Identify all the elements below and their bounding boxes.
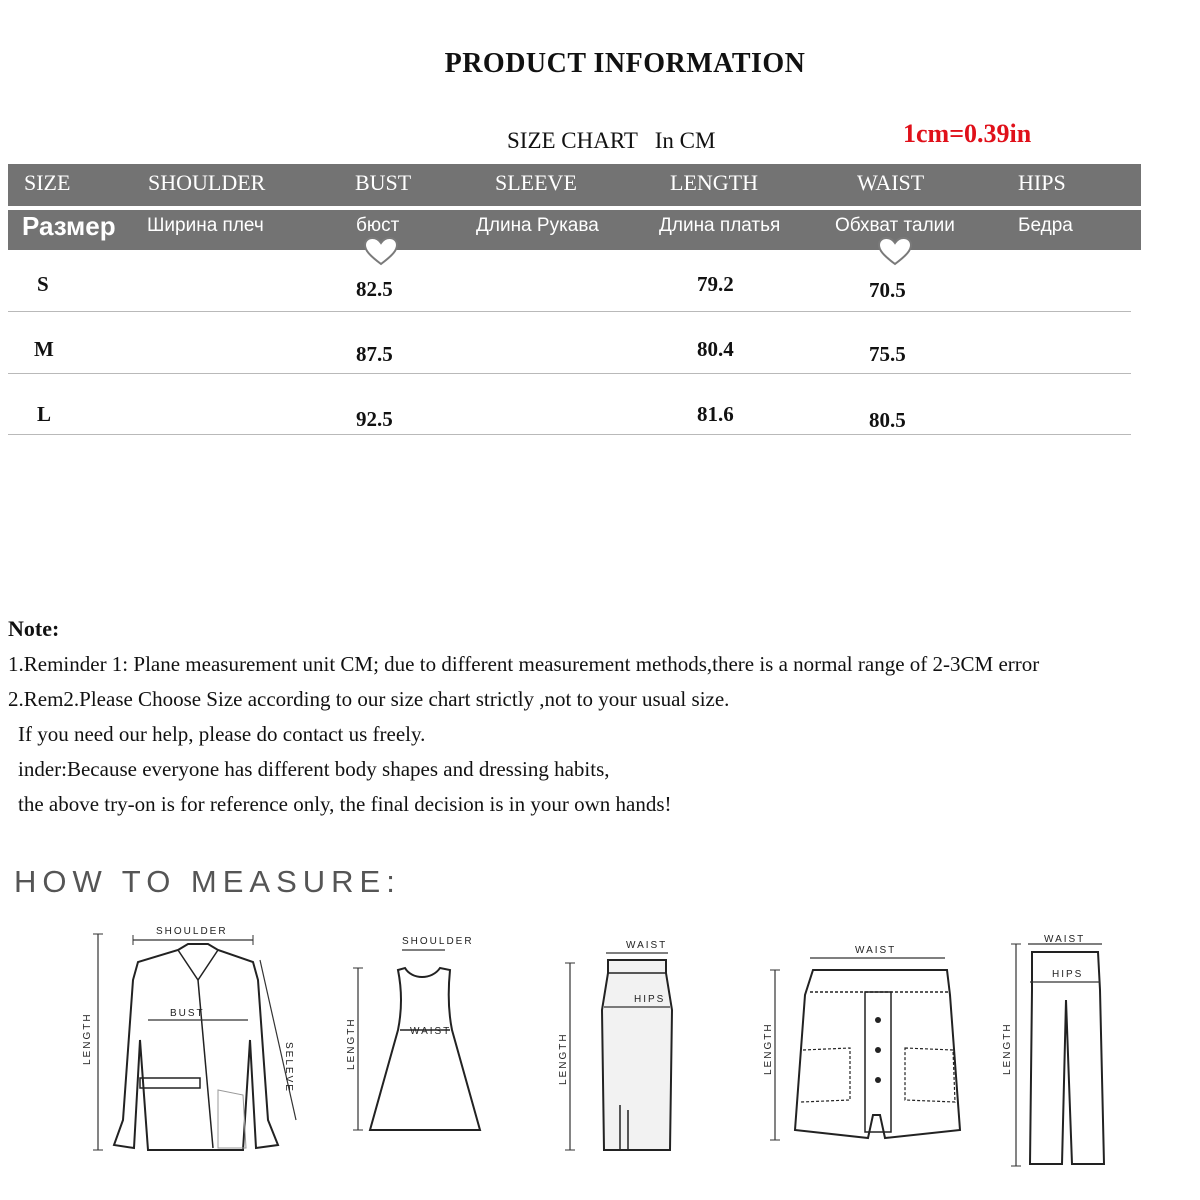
heart-icon — [877, 236, 913, 266]
row-bust: 82.5 — [356, 277, 393, 301]
note-heading: Note: — [8, 616, 60, 641]
page-title: PRODUCT INFORMATION — [444, 48, 806, 79]
note-line: If you need our help, please do contact us freely. — [18, 722, 426, 746]
jacket-figure — [78, 920, 313, 1160]
note-line: the above try-on is for reference only, the final decision is in your own hands! — [18, 792, 672, 816]
header-length-ru: Длина платья — [659, 215, 781, 236]
header-waist-ru: Обхват талии — [835, 215, 955, 236]
waist-label: WAIST — [410, 1026, 452, 1037]
header-shoulder-ru: Ширина плеч — [147, 215, 264, 236]
shoulder-label: SHOULDER — [402, 936, 474, 947]
row-size: S — [37, 272, 49, 296]
header-waist: WAIST — [857, 170, 925, 195]
header-length: LENGTH — [670, 170, 758, 195]
row-length: 80.4 — [697, 337, 734, 361]
shoulder-label: SHOULDER — [156, 926, 228, 937]
row-divider — [8, 311, 1131, 312]
row-waist: 80.5 — [869, 408, 906, 432]
how-to-measure-heading: HOW TO MEASURE: — [14, 864, 401, 899]
row-divider — [8, 434, 1131, 435]
waist-label: WAIST — [855, 945, 897, 956]
size-chart-label: SIZE CHART In CM — [507, 128, 716, 153]
dress-figure — [340, 930, 490, 1160]
header-bust: BUST — [355, 170, 412, 195]
row-waist: 70.5 — [869, 278, 906, 302]
bust-label: BUST — [170, 1008, 205, 1019]
length-label: LENGTH — [346, 1017, 357, 1070]
header-hips-ru: Бедра — [1018, 215, 1073, 236]
waist-label: WAIST — [1044, 934, 1086, 945]
shorts-figure — [755, 940, 965, 1150]
row-length: 79.2 — [697, 272, 734, 296]
header-sleeve-ru: Длина Рукава — [476, 215, 599, 236]
note-line: 1.Reminder 1: Plane measurement unit CM; due to different measurement methods,there is a normal range of 2-3CM error — [8, 652, 1040, 676]
note-line: inder:Because everyone has different body shapes and dressing habits, — [18, 757, 610, 781]
row-size: M — [34, 337, 54, 361]
row-length: 81.6 — [697, 402, 734, 426]
note-line: 2.Rem2.Please Choose Size according to our size chart strictly ,not to your usual size. — [8, 687, 730, 711]
header-shoulder: SHOULDER — [148, 170, 266, 195]
header-size: SIZE — [24, 170, 71, 195]
row-bust: 87.5 — [356, 342, 393, 366]
header-bust-ru: бюст — [356, 215, 400, 236]
header-size-ru: Размер — [22, 211, 116, 241]
header-hips: HIPS — [1018, 170, 1066, 195]
row-waist: 75.5 — [869, 342, 906, 366]
sleeve-label: SELEVE — [283, 1042, 294, 1093]
length-label: LENGTH — [82, 1012, 93, 1065]
pants-figure — [990, 930, 1110, 1170]
length-label: LENGTH — [763, 1022, 774, 1075]
unit-conversion: 1cm=0.39in — [903, 119, 1032, 148]
header-sleeve: SLEEVE — [495, 170, 577, 195]
hips-label: HIPS — [634, 994, 666, 1005]
length-label: LENGTH — [558, 1032, 569, 1085]
skirt-figure — [548, 935, 678, 1165]
row-divider — [8, 373, 1131, 374]
length-label: LENGTH — [1002, 1022, 1013, 1075]
row-size: L — [37, 402, 52, 426]
heart-icon — [363, 236, 399, 266]
waist-label: WAIST — [626, 940, 668, 951]
hips-label: HIPS — [1052, 969, 1084, 980]
row-bust: 92.5 — [356, 407, 393, 431]
